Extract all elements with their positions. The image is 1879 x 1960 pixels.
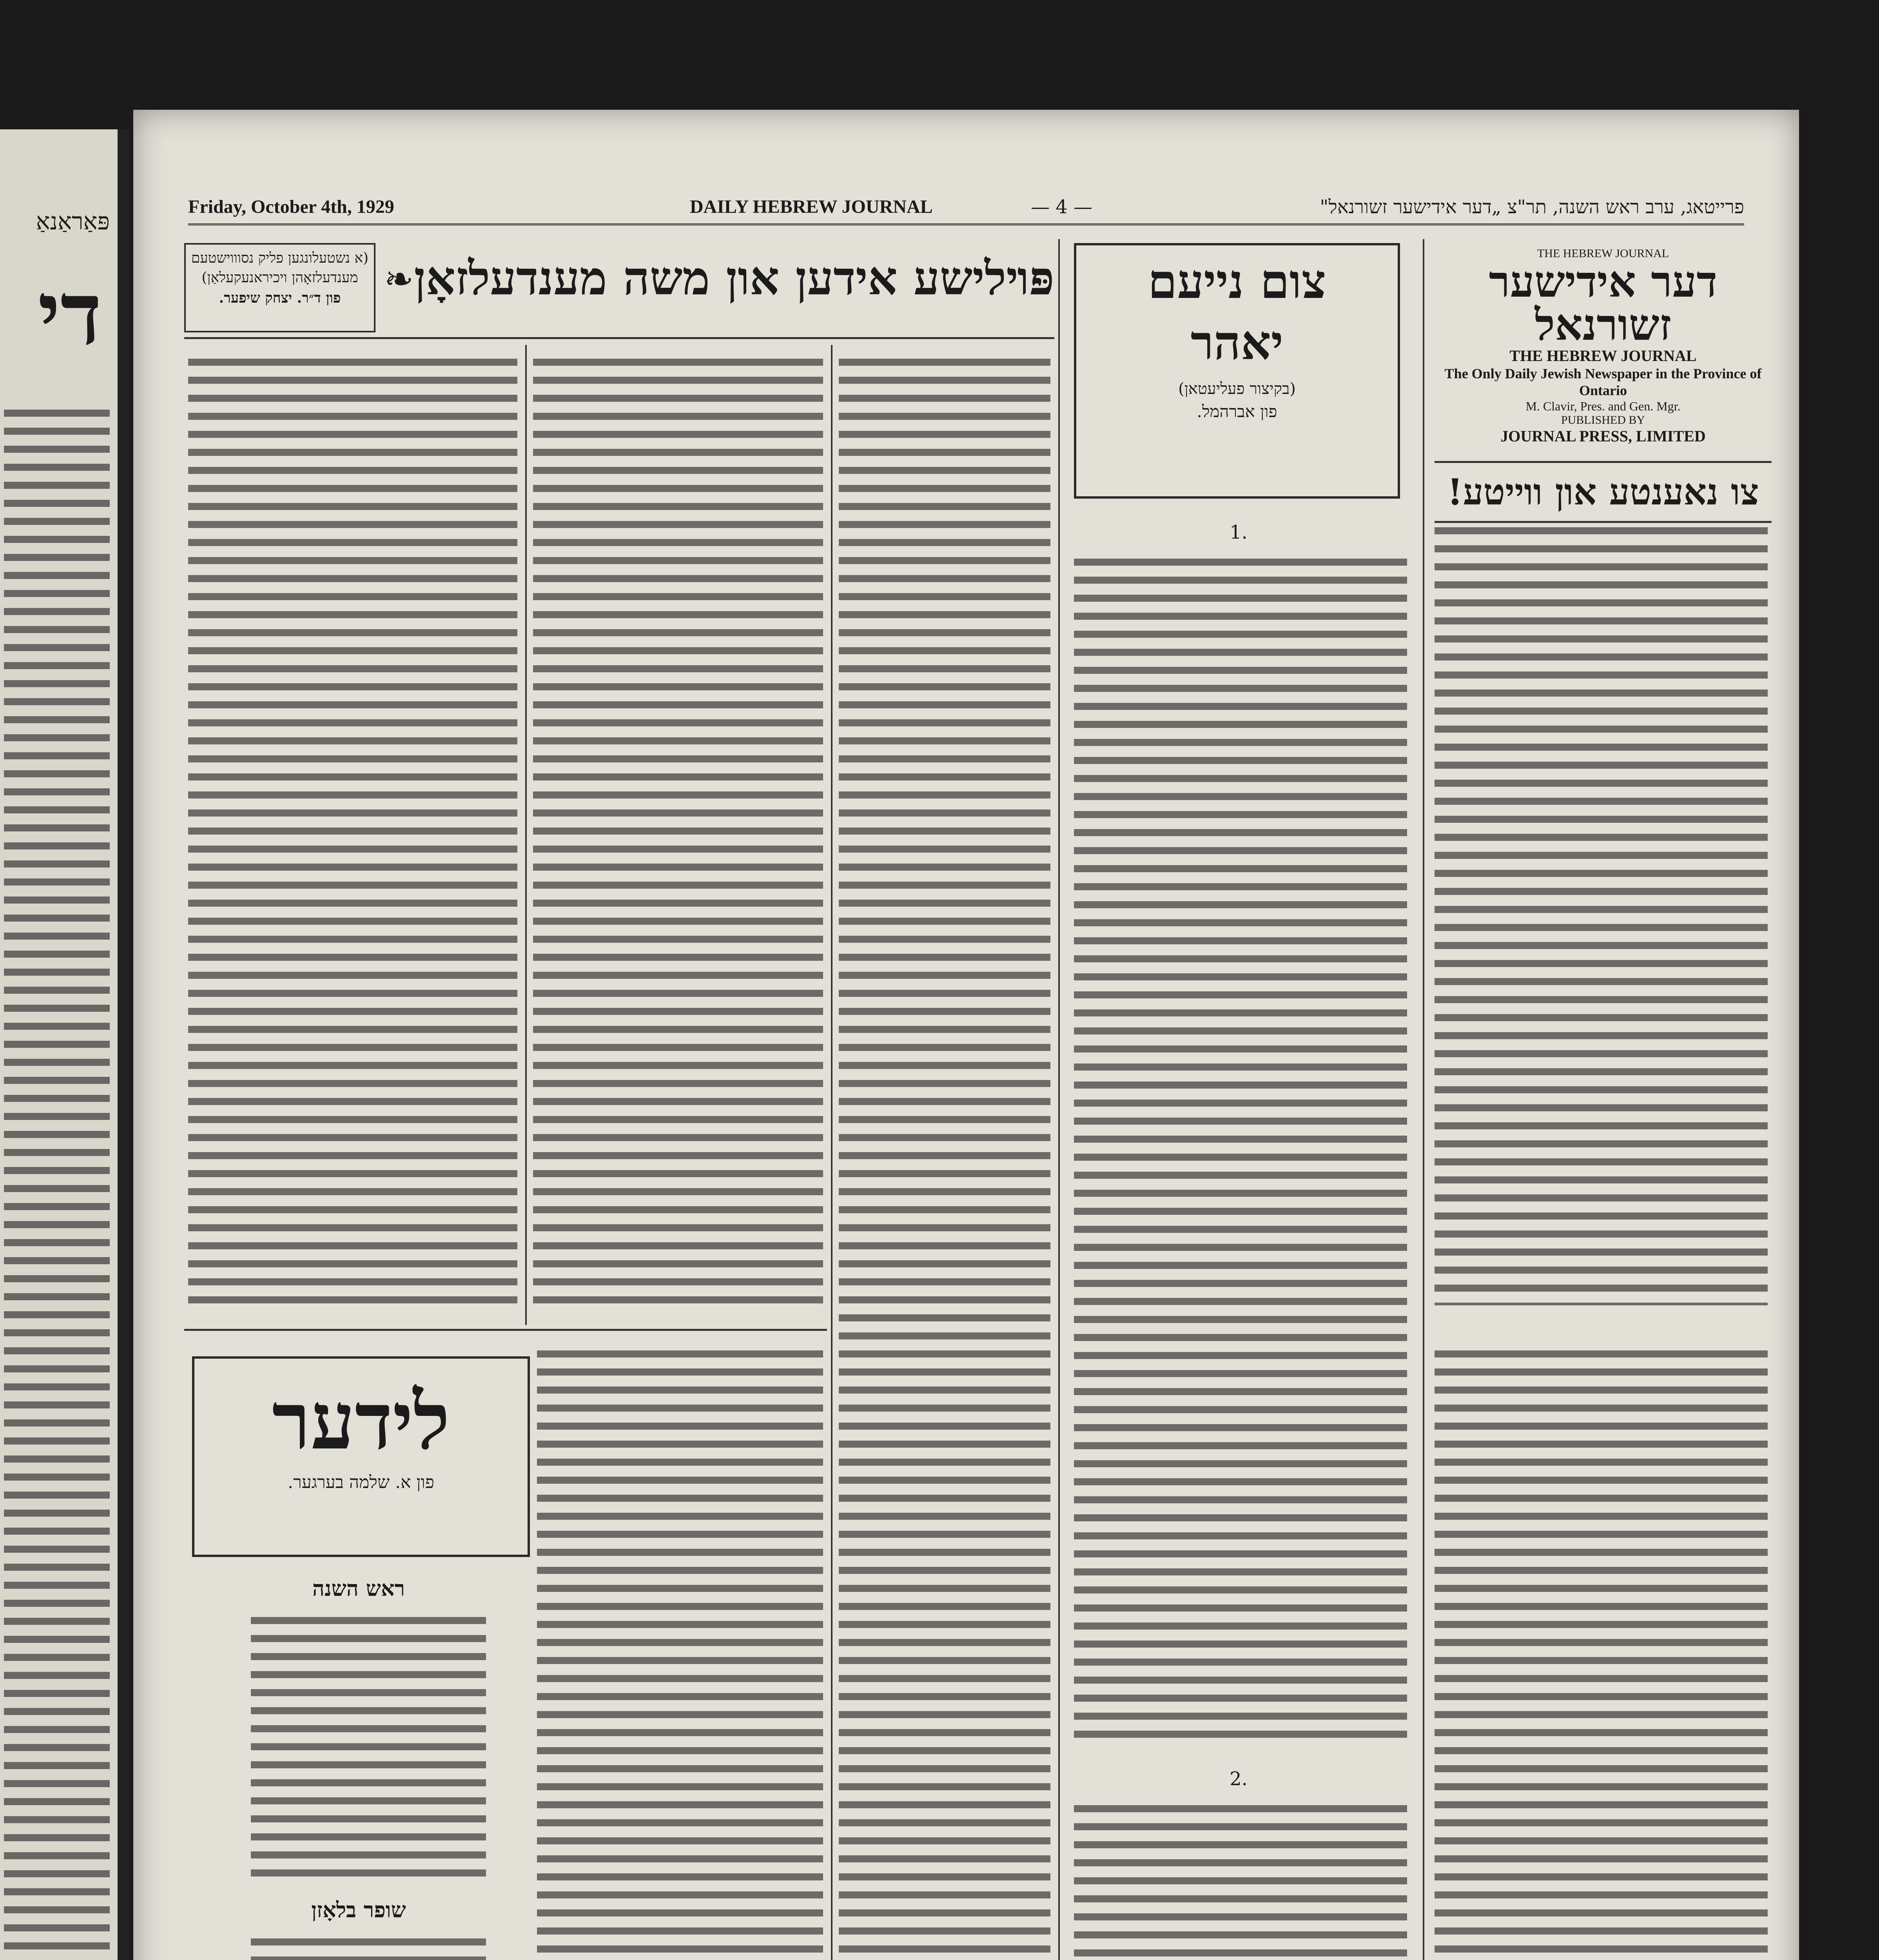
- feature-byline-line2: מענדעלזאָהן ויכיראנעקעלאַן): [201, 270, 358, 286]
- column-rule: [1423, 239, 1424, 1960]
- feature-byline-box: [184, 243, 375, 332]
- poems-title: לידער: [272, 1375, 450, 1467]
- feature-text-column: [533, 353, 823, 1313]
- feature-rule: [184, 337, 1054, 339]
- poem-heading: שופר בלאָזן: [311, 1897, 406, 1922]
- adjacent-page-headline: די: [38, 263, 102, 364]
- folio-page-number: — 4 —: [1031, 196, 1093, 218]
- poems-author: פון א. שלמה בערגער.: [288, 1472, 434, 1492]
- column-rule: [1058, 239, 1060, 1960]
- poem-text: [251, 1933, 486, 1960]
- poem-text: [251, 1611, 486, 1878]
- masthead: [1435, 239, 1772, 523]
- new-year-author: פון אברהמל.: [1197, 402, 1277, 421]
- folio-line: [188, 196, 1744, 225]
- section-number: 1.: [1230, 521, 1248, 543]
- newspaper-page: [133, 110, 1799, 1960]
- feature-text-column: [188, 353, 517, 1313]
- feature-byline-author: פון ד״ר. יצחק שיפער.: [219, 289, 341, 306]
- poems-title-box: [192, 1356, 530, 1557]
- column-rule: [831, 345, 832, 1960]
- editorial-column: [1431, 239, 1772, 1960]
- new-year-column: [1066, 239, 1419, 1960]
- masthead-title: דער אידישער זשורנאל: [1489, 256, 1718, 350]
- poems-rule: [184, 1329, 827, 1331]
- feature-headline: פּױלישע אידען און משה מענדעלזאָן: [414, 251, 1054, 305]
- new-year-text-continued: [1074, 1799, 1407, 1960]
- new-year-title-box: [1074, 243, 1400, 499]
- poem-heading: ראש השנה: [312, 1576, 405, 1601]
- masthead-manager: M. Clavir, Pres. and Gen. Mgr.: [1525, 399, 1681, 414]
- masthead-tagline: The Only Daily Jewish Newspaper in the Province of Ontario: [1444, 366, 1762, 399]
- new-year-title-line2: יאהר: [1190, 315, 1284, 370]
- masthead-small-title: THE HEBREW JOURNAL: [1537, 247, 1669, 260]
- masthead-published-by: PUBLISHED BY: [1561, 414, 1645, 427]
- editorial-headline: צו נאענטע און ווייטע!: [1435, 461, 1772, 523]
- new-year-subtitle: (בקיצור פעליעטאן): [1178, 380, 1296, 398]
- feature-byline-line1: (א נשטעלונגען פליק נסוווישטעם: [191, 250, 369, 266]
- new-year-text: [1074, 553, 1407, 1748]
- article-text-column: [537, 1345, 823, 1960]
- masthead-press: JOURNAL PRESS, LIMITED: [1500, 427, 1706, 445]
- adjacent-page-strip: [0, 129, 129, 1960]
- editorial-text-continued: [1435, 1345, 1768, 1960]
- folio-hebrew-header: פרייטאג, ערב ראש השנה, תר"צ „דער אידישער זשורנאל": [1320, 196, 1744, 218]
- feature-text-column: [839, 353, 1050, 1960]
- editorial-text: [1435, 521, 1768, 1305]
- folio-paper-name: DAILY HEBREW JOURNAL: [690, 196, 933, 217]
- masthead-english-name: THE HEBREW JOURNAL: [1509, 347, 1697, 365]
- section-number: 2.: [1230, 1768, 1248, 1790]
- column-rule: [525, 345, 527, 1325]
- adjacent-page-header: פּאַראַנאַ: [36, 208, 110, 235]
- new-year-title-line1: צום נייעם: [1148, 254, 1326, 309]
- folio-date: Friday, October 4th, 1929: [188, 196, 394, 217]
- ornament-icon: ❧: [384, 259, 414, 300]
- adjacent-page-text: [4, 404, 110, 1960]
